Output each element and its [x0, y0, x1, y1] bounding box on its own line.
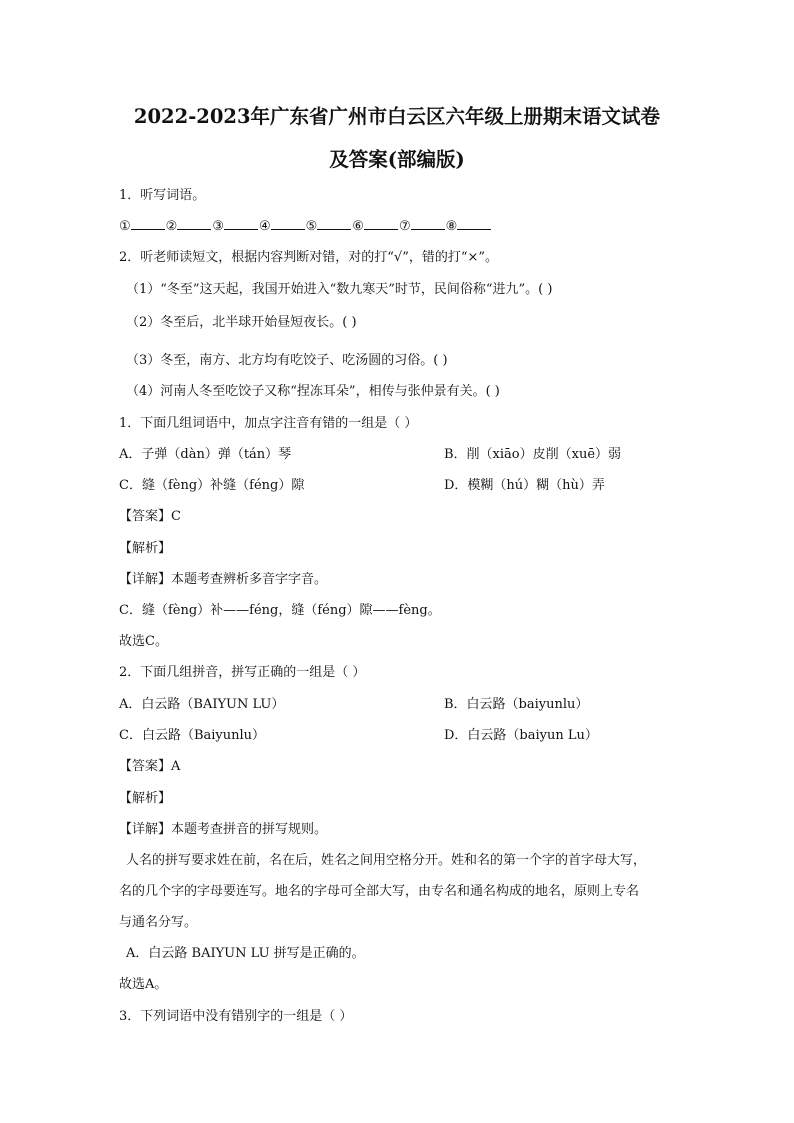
blank-marker: ④ — [258, 219, 271, 234]
q1-stem: 1．下面几组词语中，加点字注音有错的一组是（ ） — [119, 416, 418, 431]
blank-line[interactable] — [364, 217, 398, 230]
q1-explain: C．缝（fèng）补——féng，缝（féng）隙——fèng。 — [119, 603, 441, 618]
blank-line[interactable] — [131, 217, 165, 230]
q3-stem: 3．下列词语中没有错别字的一组是（ ） — [119, 1009, 353, 1024]
q2-answer: 【答案】A — [119, 759, 181, 774]
q1-option-c: C．缝（fèng）补缝（féng）隙 — [119, 478, 305, 493]
blank-marker: ① — [119, 219, 131, 234]
blank-line[interactable] — [271, 217, 305, 230]
q2-conclusion: 故选A。 — [119, 977, 168, 992]
blank-line[interactable] — [411, 217, 445, 230]
q2-paragraph: 人名的拼写要求姓在前，名在后，姓名之间用空格分开。姓和名的第一个字的首字母大写， — [126, 853, 647, 868]
q1-answer: 【答案】C — [119, 509, 181, 524]
dictation-blanks — [119, 217, 492, 236]
q2-paragraph: 与通名分写。 — [119, 915, 198, 930]
blank-marker: ⑧ — [445, 219, 458, 234]
judge-item: （2）冬至后，北半球开始昼短夜长。( ) — [126, 315, 357, 330]
q1-detail: 【详解】本题考查辨析多音字字音。 — [119, 572, 328, 587]
section1-prompt: 1．听写词语。 — [119, 188, 206, 203]
q2-option-d: D．白云路（baiyun Lu） — [444, 728, 598, 743]
document-title-line2: 及答案(部编版) — [329, 148, 465, 171]
q1-option-a: A．子弹（dàn）弹（tán）琴 — [119, 447, 292, 462]
blank-line[interactable] — [177, 217, 211, 230]
q2-option-b: B．白云路（baiyunlu） — [444, 697, 589, 712]
blank-marker: ⑤ — [305, 219, 318, 234]
blank-line[interactable] — [457, 217, 491, 230]
section2-prompt: 2．听老师读短文，根据内容判断对错，对的打“√”，错的打“×”。 — [119, 250, 499, 265]
judge-item: （4）河南人冬至吃饺子又称“捏冻耳朵”，相传与张仲景有关。( ) — [126, 384, 500, 399]
blank-marker: ③ — [212, 219, 224, 234]
q2-option-a: A．白云路（BAIYUN LU） — [119, 697, 285, 712]
q1-option-b: B．削（xiāo）皮削（xuē）弱 — [444, 447, 622, 462]
q2-paragraph: 名的几个字的字母要连写。地名的字母可全部大写，由专名和通名构成的地名，原则上专名 — [119, 884, 640, 899]
q2-analysis-label: 【解析】 — [119, 791, 172, 806]
q1-analysis-label: 【解析】 — [119, 541, 172, 556]
blank-marker: ⑦ — [398, 219, 411, 234]
q2-option-c: C．白云路（Baiyunlu） — [119, 728, 266, 743]
blank-line[interactable] — [224, 217, 258, 230]
blank-marker: ⑥ — [352, 219, 364, 234]
document-title-line1: 2022-2023年广东省广州市白云区六年级上册期末语文试卷 — [133, 105, 661, 128]
q2-explain: A．白云路 BAIYUN LU 拼写是正确的。 — [126, 946, 365, 961]
blank-line[interactable] — [317, 217, 351, 230]
judge-item: （3）冬至，南方、北方均有吃饺子、吃汤圆的习俗。( ) — [126, 353, 448, 368]
blank-marker: ② — [165, 219, 178, 234]
q1-option-d: D．模糊（hú）糊（hù）弄 — [444, 478, 605, 493]
q1-conclusion: 故选C。 — [119, 634, 168, 649]
q2-stem: 2．下面几组拼音，拼写正确的一组是（ ） — [119, 665, 366, 680]
q2-detail: 【详解】本题考查拼音的拼写规则。 — [119, 822, 328, 837]
judge-item: （1）“冬至”这天起，我国开始进入“数九寒天”时节，民间俗称“进九”。( ) — [126, 282, 553, 297]
